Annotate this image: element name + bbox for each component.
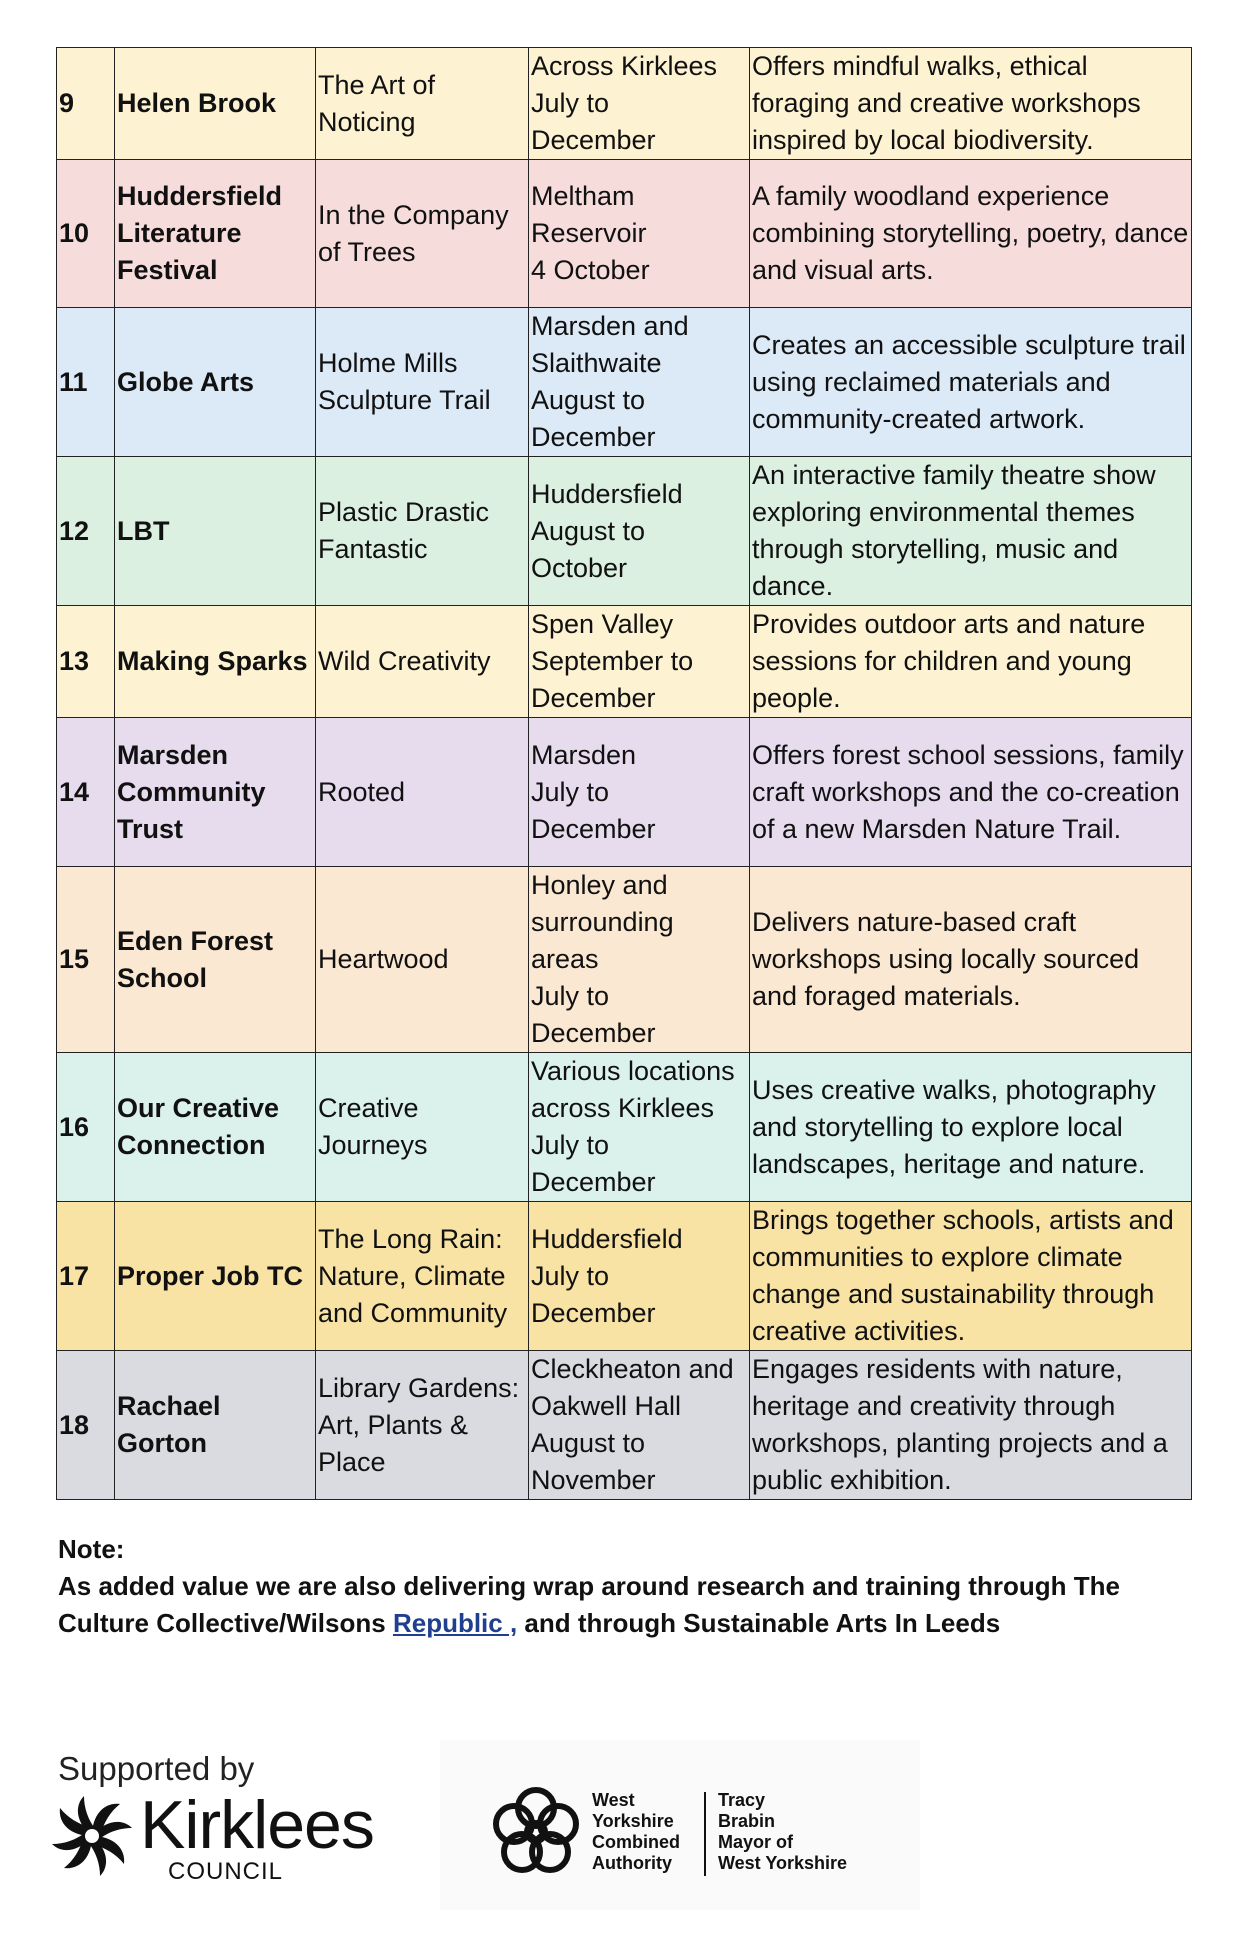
republic-link[interactable]: Republic , (392, 1608, 518, 1638)
projects-table-body (57, 48, 1192, 1500)
table-row (57, 718, 1192, 867)
kirklees-swirl-icon (50, 1794, 134, 1878)
organisation-name: Globe Arts (115, 308, 316, 457)
council-wordmark: COUNCIL (168, 1858, 284, 1885)
row-number: 10 (57, 160, 115, 308)
table-row (57, 48, 1192, 160)
project-title: Plastic Drastic Fantastic (316, 457, 529, 606)
logo-divider (704, 1792, 706, 1876)
table-row (57, 867, 1192, 1053)
table-row (57, 160, 1192, 308)
note-heading: Note: (58, 1534, 125, 1564)
location-dates: Across Kirklees July to December (529, 48, 750, 160)
wyca-line: Authority (592, 1853, 672, 1873)
note-text-before: As added value we are also delivering wrap around research and training through The Culture Collective/Wilsons (58, 1571, 1120, 1638)
kirklees-council-logo (50, 1750, 400, 1900)
supported-by-label: Supported by (58, 1750, 255, 1787)
table-row (57, 1202, 1192, 1351)
table-row (57, 606, 1192, 718)
organisation-name: Proper Job TC (115, 1202, 316, 1351)
location-dates: Various locations across Kirklees July to December (529, 1053, 750, 1202)
table-row (57, 457, 1192, 606)
mayor-wordmark (718, 1790, 847, 1874)
mayor-line: Brabin (718, 1811, 776, 1831)
location-dates: Huddersfield August to October (529, 457, 750, 606)
project-description: Offers forest school sessions, family craft workshops and the co-creation of a new Marsden Nature Trail. (750, 718, 1192, 867)
project-description: A family woodland experience combining storytelling, poetry, dance and visual arts. (750, 160, 1192, 308)
mayor-line: Mayor of (718, 1832, 794, 1852)
project-title: Rooted (316, 718, 529, 867)
wyca-rose-icon (488, 1784, 584, 1880)
row-number: 11 (57, 308, 115, 457)
project-title: Creative Journeys (316, 1053, 529, 1202)
project-description: Engages residents with nature, heritage and creativity through workshops, planting projects and a public exhibition. (750, 1351, 1192, 1500)
organisation-name: Helen Brook (115, 48, 316, 160)
row-number: 13 (57, 606, 115, 718)
mayor-line: West Yorkshire (718, 1853, 848, 1873)
organisation-name: Huddersfield Literature Festival (115, 160, 316, 308)
project-title: Wild Creativity (316, 606, 529, 718)
project-title: The Long Rain: Nature, Climate and Community (316, 1202, 529, 1351)
location-dates: Honley and surrounding areas July to December (529, 867, 750, 1053)
location-dates: Cleckheaton and Oakwell Hall August to November (529, 1351, 750, 1500)
project-title: Heartwood (316, 867, 529, 1053)
wyca-mayor-logo (440, 1740, 920, 1910)
project-description: Uses creative walks, photography and storytelling to explore local landscapes, heritage and nature. (750, 1053, 1192, 1202)
organisation-name: Making Sparks (115, 606, 316, 718)
project-title: Holme Mills Sculpture Trail (316, 308, 529, 457)
location-dates: Marsden July to December (529, 718, 750, 867)
project-title: The Art of Noticing (316, 48, 529, 160)
project-title: In the Company of Trees (316, 160, 529, 308)
project-description: An interactive family theatre show exploring environmental themes through storytelling, music and dance. (750, 457, 1192, 606)
project-description: Offers mindful walks, ethical foraging and creative workshops inspired by local biodiversity. (750, 48, 1192, 160)
table-row (57, 308, 1192, 457)
note-text-after: and through Sustainable Arts In Leeds (517, 1608, 1001, 1638)
wyca-line: Combined (592, 1832, 680, 1852)
project-description: Brings together schools, artists and communities to explore climate change and sustainability through creative activities. (750, 1202, 1192, 1351)
project-title: Library Gardens: Art, Plants & Place (316, 1351, 529, 1500)
organisation-name: Eden Forest School (115, 867, 316, 1053)
row-number: 17 (57, 1202, 115, 1351)
project-description: Delivers nature-based craft workshops using locally sourced and foraged materials. (750, 867, 1192, 1053)
projects-table (56, 47, 1192, 1500)
wyca-line: West (592, 1790, 635, 1810)
mayor-line: Tracy (718, 1790, 766, 1810)
row-number: 15 (57, 867, 115, 1053)
row-number: 18 (57, 1351, 115, 1500)
wyca-line: Yorkshire (592, 1811, 674, 1831)
row-number: 14 (57, 718, 115, 867)
location-dates: Meltham Reservoir 4 October (529, 160, 750, 308)
organisation-name: Our Creative Connection (115, 1053, 316, 1202)
organisation-name: LBT (115, 457, 316, 606)
row-number: 16 (57, 1053, 115, 1202)
location-dates: Marsden and Slaithwaite August to December (529, 308, 750, 457)
row-number: 9 (57, 48, 115, 160)
organisation-name: Rachael Gorton (115, 1351, 316, 1500)
wyca-wordmark (592, 1790, 680, 1874)
location-dates: Spen Valley September to December (529, 606, 750, 718)
note-text (58, 1568, 1188, 1642)
location-dates: Huddersfield July to December (529, 1202, 750, 1351)
note-block (58, 1531, 1188, 1642)
table-row (57, 1351, 1192, 1500)
project-description: Creates an accessible sculpture trail using reclaimed materials and community-created artwork. (750, 308, 1192, 457)
table-row (57, 1053, 1192, 1202)
organisation-name: Marsden Community Trust (115, 718, 316, 867)
row-number: 12 (57, 457, 115, 606)
kirklees-wordmark: Kirklees (140, 1787, 374, 1863)
project-description: Provides outdoor arts and nature sessions for children and young people. (750, 606, 1192, 718)
